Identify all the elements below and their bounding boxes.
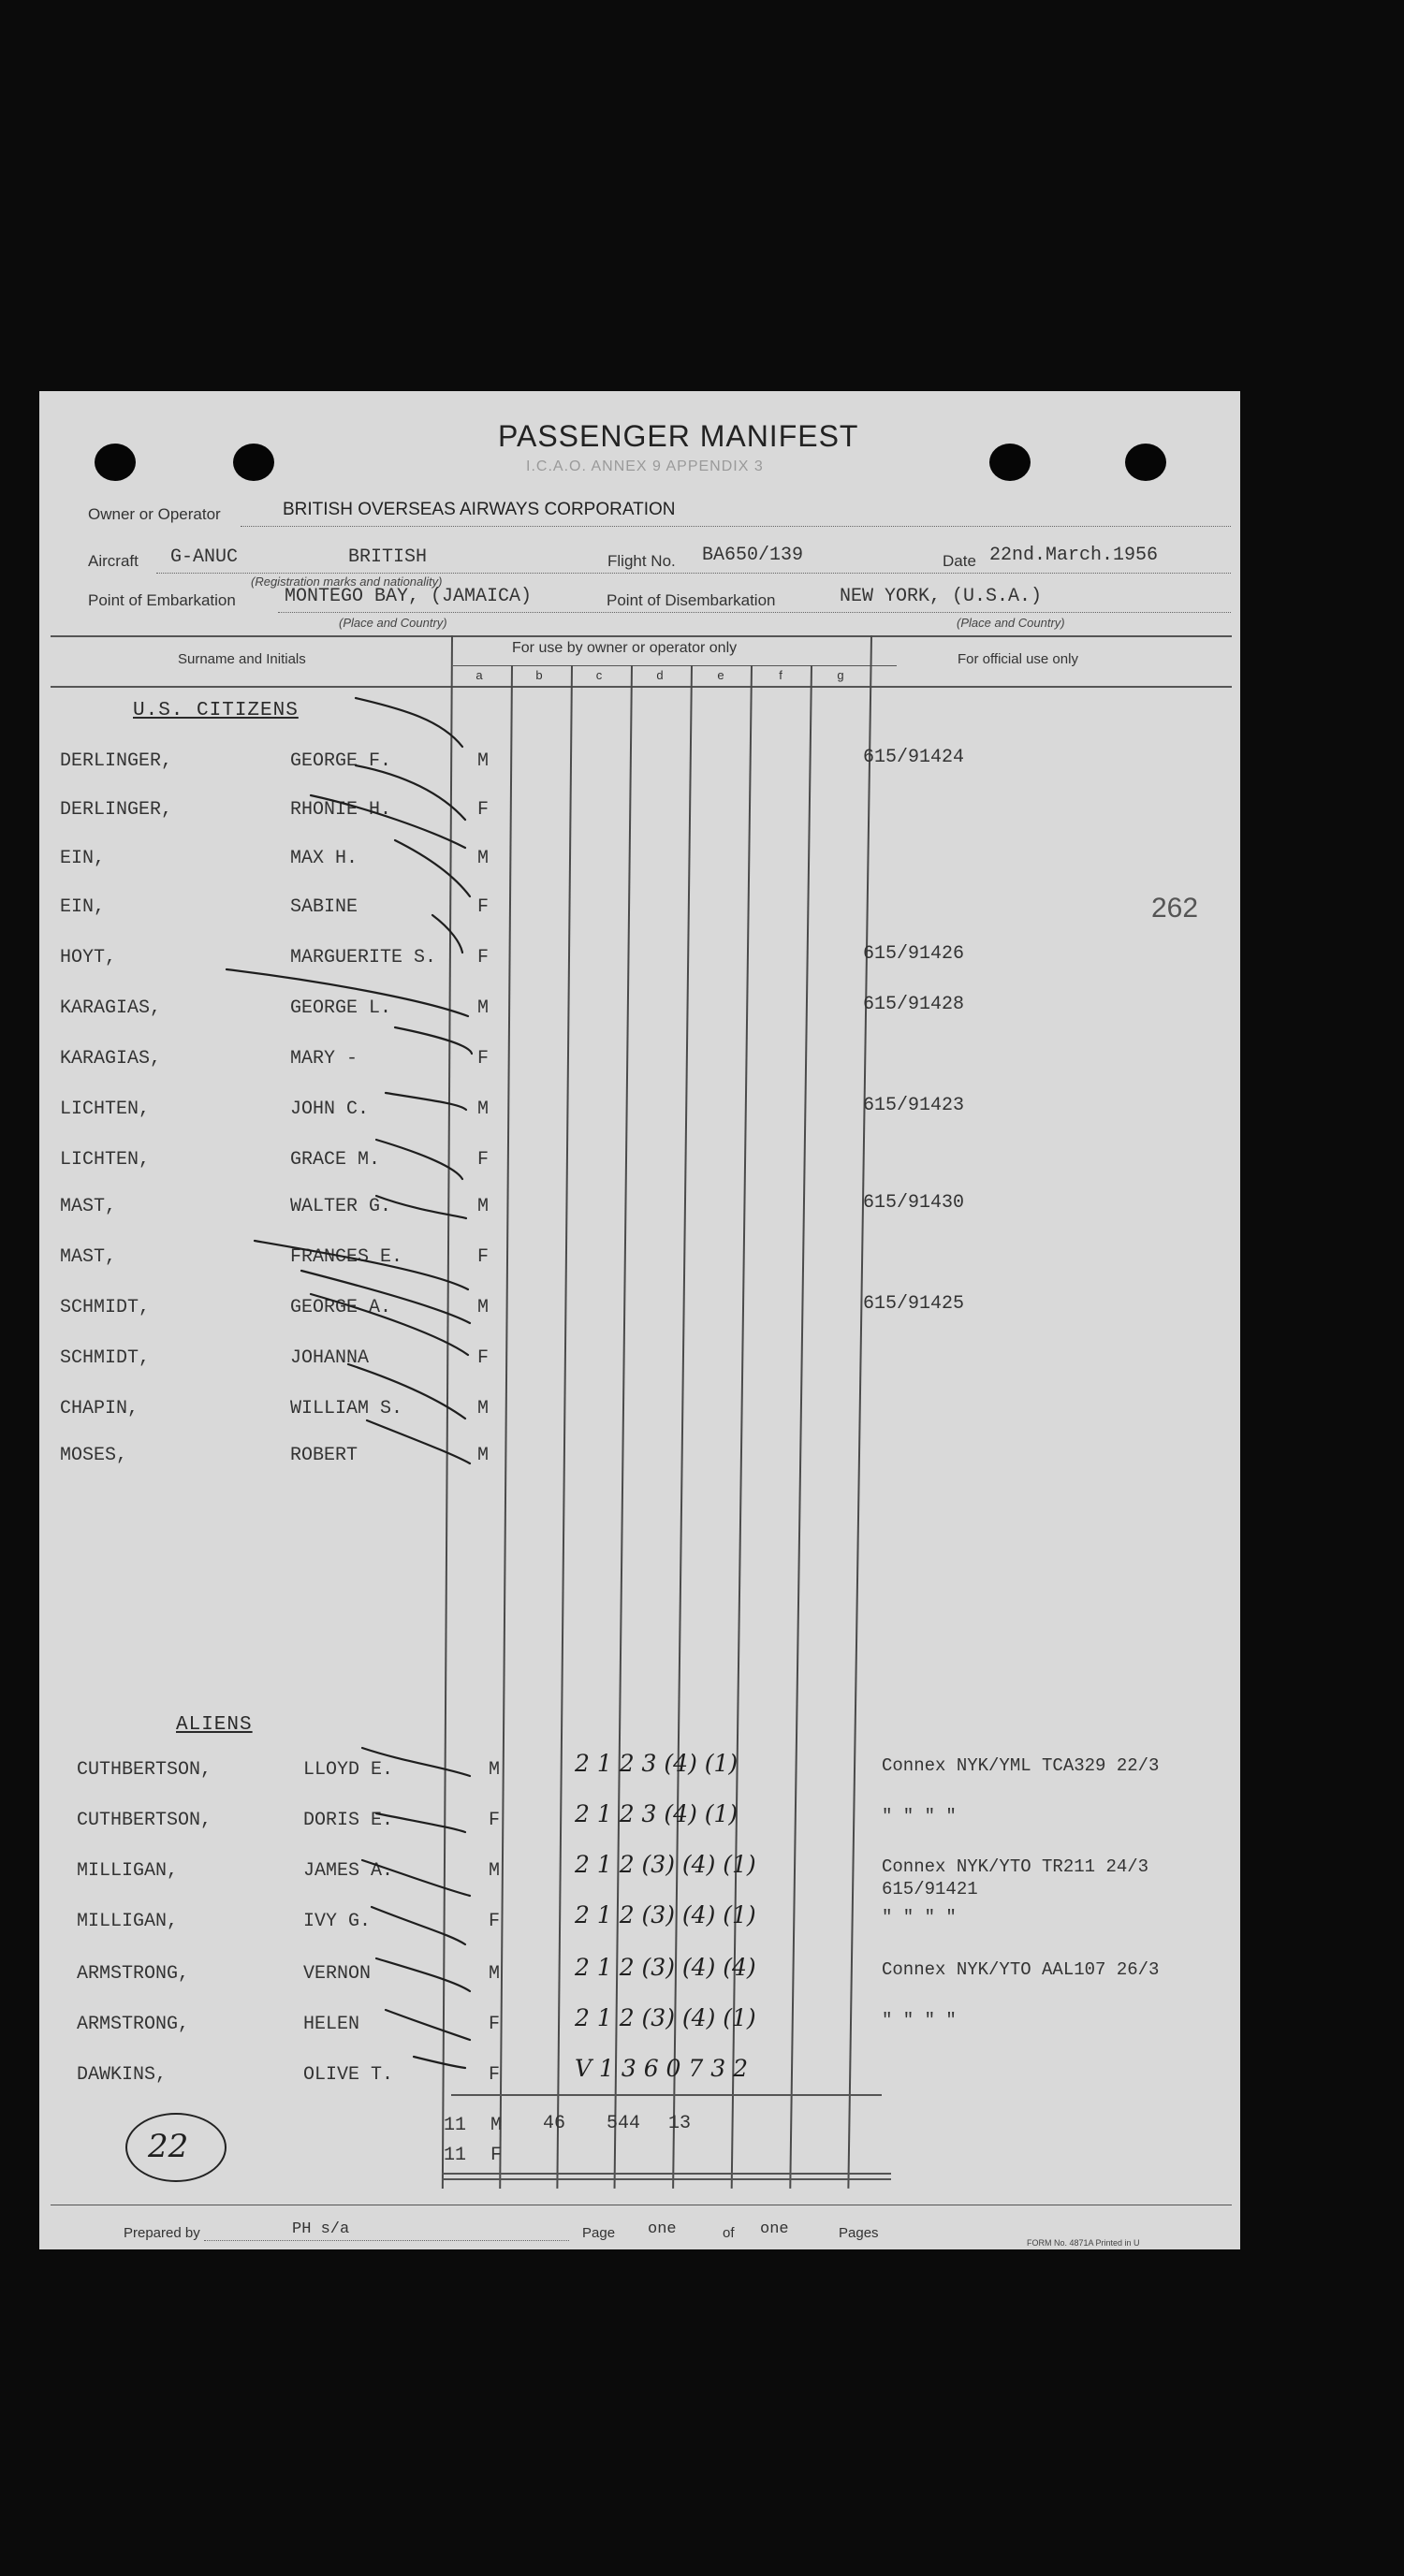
passenger-given-names: MAX H. (290, 848, 358, 869)
passenger-surname: MAST, (60, 1196, 117, 1217)
totals-double-rule (442, 2173, 891, 2175)
passenger-surname: DERLINGER, (60, 799, 173, 821)
passenger-sex: M (489, 1759, 501, 1781)
passenger-surname: LICHTEN, (60, 1099, 151, 1120)
passenger-surname: ARMSTRONG, (77, 1963, 190, 1985)
passenger-surname: MILLIGAN, (77, 1911, 179, 1932)
date-label: Date (943, 552, 976, 570)
passenger-surname: KARAGIAS, (60, 1048, 162, 1070)
handwritten-codes: 2 1 2 3 (4) (1) (575, 1800, 739, 1827)
flight-label: Flight No. (607, 552, 676, 570)
check-marks (39, 391, 1240, 2249)
handwritten-codes: 2 1 2 (3) (4) (1) (575, 1901, 756, 1928)
passenger-given-names: MARY - (290, 1048, 358, 1070)
official-connex-note: Connex NYK/YTO TR211 24/3 (882, 1856, 1149, 1877)
official-number: 615/91425 (863, 1293, 965, 1315)
passenger-sex: F (477, 1149, 490, 1171)
passenger-surname: SCHMIDT, (60, 1347, 151, 1369)
passenger-given-names: GEORGE A. (290, 1297, 392, 1318)
passenger-sex: F (477, 1347, 490, 1369)
passenger-sex: F (477, 1048, 490, 1070)
of-value: one (760, 2220, 789, 2238)
total-female-count: 11 (444, 2145, 467, 2166)
total-male-count: 11 (444, 2115, 467, 2136)
form-number: FORM No. 4871A Printed in U (1027, 2238, 1140, 2248)
aircraft-nationality: BRITISH (348, 546, 428, 568)
passenger-given-names: RHONIE H. (290, 799, 392, 821)
passenger-given-names: WALTER G. (290, 1196, 392, 1217)
reg-note: (Registration marks and nationality) (251, 575, 443, 589)
passenger-given-names: VERNON (303, 1963, 372, 1985)
passenger-sex: F (477, 1246, 490, 1268)
passenger-sex: F (489, 2064, 501, 2086)
prepared-line (204, 2240, 569, 2241)
col-surname-head: Surname and Initials (178, 651, 306, 667)
total-cd: 544 (607, 2113, 641, 2134)
passenger-surname: LICHTEN, (60, 1149, 151, 1171)
passenger-given-names: JOHN C. (290, 1099, 370, 1120)
passenger-sex: M (477, 997, 490, 1019)
official-number: 615/91428 (863, 994, 965, 1015)
embark-note: (Place and Country) (339, 616, 447, 630)
circled-note (125, 2113, 227, 2182)
official-number: 615/91424 (863, 747, 965, 768)
of-label: of (723, 2225, 735, 2241)
total-male-label: M (490, 2115, 503, 2136)
passenger-surname: CUTHBERTSON, (77, 1810, 212, 1831)
col-d: d (656, 668, 664, 682)
official-number: 615/91430 (863, 1192, 965, 1214)
total-b: 46 (543, 2113, 566, 2134)
passenger-given-names: JOHANNA (290, 1347, 370, 1369)
passenger-surname: CUTHBERTSON, (77, 1759, 212, 1781)
page-number: 262 (1151, 893, 1199, 924)
passenger-surname: DERLINGER, (60, 750, 173, 772)
passenger-given-names: LLOYD E. (303, 1759, 394, 1781)
col-c: c (595, 668, 603, 682)
passenger-surname: DAWKINS, (77, 2064, 168, 2086)
circled-note-text: 22 (148, 2128, 189, 2165)
passenger-surname: EIN, (60, 848, 106, 869)
passenger-surname: EIN, (60, 896, 106, 918)
page-value: one (648, 2220, 677, 2238)
passenger-given-names: GRACE M. (290, 1149, 381, 1171)
flight-value: BA650/139 (702, 545, 804, 566)
passenger-surname: ARMSTRONG, (77, 2014, 190, 2035)
handwritten-codes: 2 1 2 (3) (4) (1) (575, 2004, 756, 2031)
form-title: PASSENGER MANIFEST (498, 419, 859, 453)
passenger-given-names: IVY G. (303, 1911, 372, 1932)
passenger-surname: HOYT, (60, 947, 117, 968)
passenger-given-names: DORIS E. (303, 1810, 394, 1831)
official-connex-note: Connex NYK/YTO AAL107 26/3 (882, 1959, 1160, 1980)
passenger-surname: MOSES, (60, 1445, 128, 1466)
passenger-given-names: ROBERT (290, 1445, 358, 1466)
passenger-surname: KARAGIAS, (60, 997, 162, 1019)
passenger-given-names: MARGUERITE S. (290, 947, 437, 968)
passenger-sex: F (489, 1911, 501, 1932)
passenger-given-names: HELEN (303, 2014, 360, 2035)
handwritten-codes: V 1 3 6 0 7 3 2 (575, 2055, 749, 2082)
embark-label: Point of Embarkation (88, 591, 236, 609)
col-owner-head: For use by owner or operator only (512, 640, 738, 656)
form-subtitle: I.C.A.O. ANNEX 9 APPENDIX 3 (526, 458, 764, 474)
passenger-given-names: JAMES A. (303, 1860, 394, 1882)
passenger-given-names: WILLIAM S. (290, 1398, 403, 1419)
aircraft-label: Aircraft (88, 552, 139, 570)
passenger-sex: M (477, 848, 490, 869)
passenger-sex: M (477, 1196, 490, 1217)
passenger-sex: M (477, 1398, 490, 1419)
col-g: g (837, 668, 844, 682)
passenger-sex: M (477, 1445, 490, 1466)
passenger-sex: F (477, 799, 490, 821)
passenger-sex: M (489, 1963, 501, 1985)
prepared-label: Prepared by (124, 2225, 200, 2241)
passenger-given-names: FRANCES E. (290, 1246, 403, 1268)
embark-value: MONTEGO BAY, (JAMAICA) (285, 586, 533, 607)
official-connex-note: Connex NYK/YML TCA329 22/3 (882, 1755, 1160, 1776)
passenger-surname: CHAPIN, (60, 1398, 139, 1419)
passenger-given-names: GEORGE F. (290, 750, 392, 772)
passenger-surname: MILLIGAN, (77, 1860, 179, 1882)
passenger-given-names: OLIVE T. (303, 2064, 394, 2086)
passenger-surname: MAST, (60, 1246, 117, 1268)
official-number: 615/91423 (863, 1095, 965, 1116)
col-official-head: For official use only (958, 651, 1078, 667)
official-connex-note: " " " " (882, 1907, 957, 1928)
aliens-heading: ALIENS (176, 1714, 253, 1736)
official-number: 615/91421 (882, 1879, 978, 1899)
disembark-value: NEW YORK, (U.S.A.) (840, 586, 1043, 607)
passenger-given-names: SABINE (290, 896, 358, 918)
passenger-sex: M (477, 1297, 490, 1318)
handwritten-codes: 2 1 2 3 (4) (1) (575, 1750, 739, 1777)
us-citizens-heading: U.S. CITIZENS (133, 700, 299, 721)
passenger-sex: F (489, 2014, 501, 2035)
passenger-surname: SCHMIDT, (60, 1297, 151, 1318)
totals-double-rule (442, 2178, 891, 2180)
col-f: f (779, 668, 782, 682)
passenger-sex: F (477, 947, 490, 968)
owner-value: BRITISH OVERSEAS AIRWAYS CORPORATION (283, 500, 676, 519)
official-connex-note: " " " " (882, 1806, 957, 1826)
prepared-value: PH s/a (292, 2220, 350, 2238)
owner-label: Owner or Operator (88, 505, 221, 523)
col-e: e (717, 668, 724, 682)
passenger-given-names: GEORGE L. (290, 997, 392, 1019)
date-value: 22nd.March.1956 (989, 545, 1159, 566)
manifest-sheet (39, 391, 1240, 2249)
passenger-sex: F (477, 896, 490, 918)
passenger-sex: F (489, 1810, 501, 1831)
passenger-sex: M (489, 1860, 501, 1882)
col-a: a (475, 668, 483, 682)
col-b: b (535, 668, 543, 682)
total-female-label: F (490, 2145, 503, 2166)
handwritten-codes: 2 1 2 (3) (4) (1) (575, 1851, 756, 1878)
passenger-sex: M (477, 750, 490, 772)
passenger-sex: M (477, 1099, 490, 1120)
aircraft-reg: G-ANUC (170, 546, 239, 568)
official-number: 615/91426 (863, 943, 965, 965)
pages-label: Pages (839, 2225, 879, 2241)
disembark-note: (Place and Country) (957, 616, 1065, 630)
disembark-label: Point of Disembarkation (607, 591, 776, 609)
totals-rule (451, 2094, 882, 2096)
official-connex-note: " " " " (882, 2010, 957, 2030)
handwritten-codes: 2 1 2 (3) (4) (4) (575, 1954, 756, 1981)
total-d: 13 (668, 2113, 692, 2134)
page-label: Page (582, 2225, 616, 2241)
